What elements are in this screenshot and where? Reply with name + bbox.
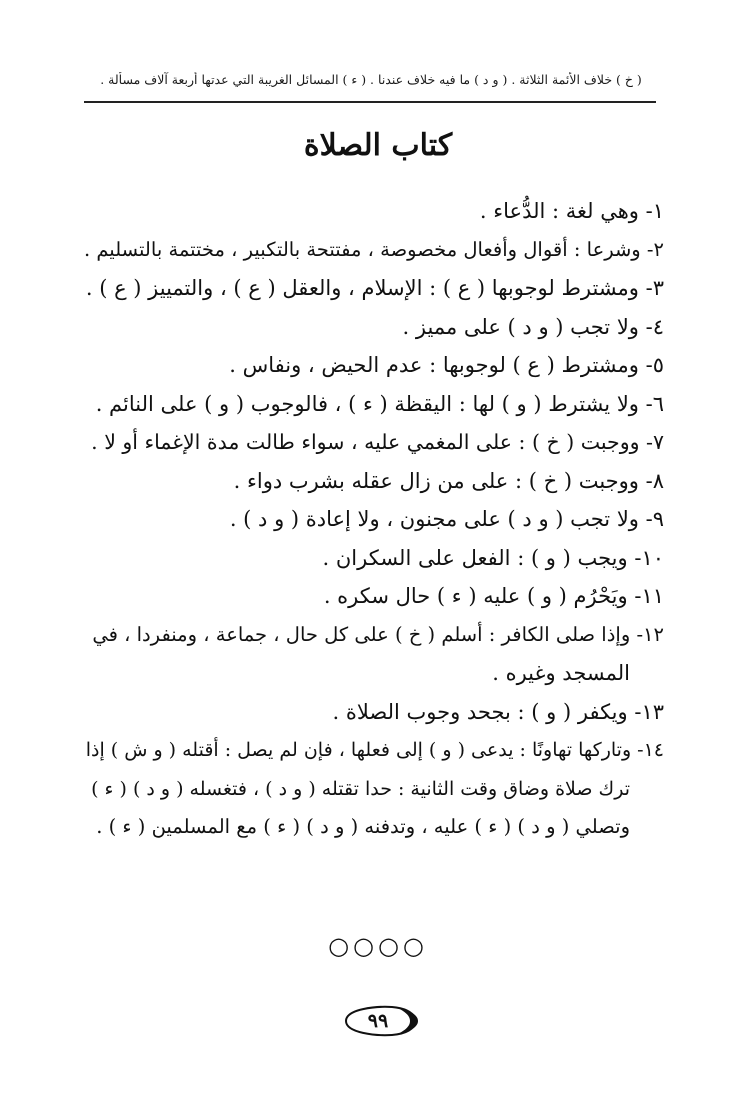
text-line: ١- وهي لغة : الدُّعاء . — [479, 199, 664, 223]
text-line-continuation: وتصلي ( و د ) ( ء ) عليه ، وتدفنه ( و د ) ( ء ) مع المسلمين ( ء ) . — [96, 815, 630, 838]
body-text — [84, 192, 664, 847]
header-rule — [84, 101, 656, 103]
text-line-continuation: ترك صلاة وضاق وقت الثانية : حدا تقتله ( و د ) ، فتغسله ( و د ) ( ء ) — [91, 777, 630, 800]
text-line: ٣- ومشترط لوجوبها ( ع ) : الإسلام ، والعقل ( ع ) ، والتمييز ( ع ) . — [85, 276, 664, 300]
page-number: ٩٩ — [367, 1010, 389, 1032]
text-line: ٩- ولا تجب ( و د ) على مجنون ، ولا إعادة ( و د ) . — [229, 507, 664, 531]
text-line: ١١- ويَحْرُم ( و ) عليه ( ء ) حال سكره . — [323, 584, 664, 608]
running-header: ( خ ) خلاف الأئمة الثلاثة . ( و د ) ما فيه خلاف عندنا . ( ء ) المسائل الغريبة التي عدتها أربعة آلاف مسألة . — [100, 72, 642, 87]
text-line: ٦- ولا يشترط ( و ) لها : اليقظة ( ء ) ، فالوجوب ( و ) على النائم . — [95, 391, 664, 416]
text-line: ١٤- وتاركها تهاونًا : يدعى ( و ) إلى فعلها ، فإن لم يصل : أقتله ( و ش ) إذا — [85, 739, 664, 761]
text-line: ٤- ولا تجب ( و د ) على مميز . — [402, 314, 664, 339]
text-line: ٥- ومشترط ( ع ) لوجوبها : عدم الحيض ، ونفاس . — [229, 353, 664, 377]
text-line: ١٢- وإذا صلى الكافر : أسلم ( خ ) على كل حال ، جماعة ، ومنفردا ، في — [92, 622, 664, 646]
section-ornament: ○○○○ — [328, 932, 428, 960]
page-number-badge — [336, 1002, 420, 1040]
chapter-title: كتاب الصلاة — [303, 128, 453, 163]
text-line: ٢- وشرعا : أقوال وأفعال مخصوصة ، مفتتحة بالتكبير ، مختتمة بالتسليم . — [84, 237, 664, 261]
text-line-continuation: المسجد وغيره . — [492, 661, 630, 685]
text-line: ٧- ووجبت ( خ ) : على المغمي عليه ، سواء طالت مدة الإغماء أو لا . — [91, 430, 664, 454]
text-line: ٨- ووجبت ( خ ) : على من زال عقله بشرب دواء . — [233, 468, 664, 493]
text-line: ١٣- ويكفر ( و ) : بجحد وجوب الصلاة . — [332, 699, 664, 724]
text-line: ١٠- ويجب ( و ) : الفعل على السكران . — [322, 545, 664, 570]
